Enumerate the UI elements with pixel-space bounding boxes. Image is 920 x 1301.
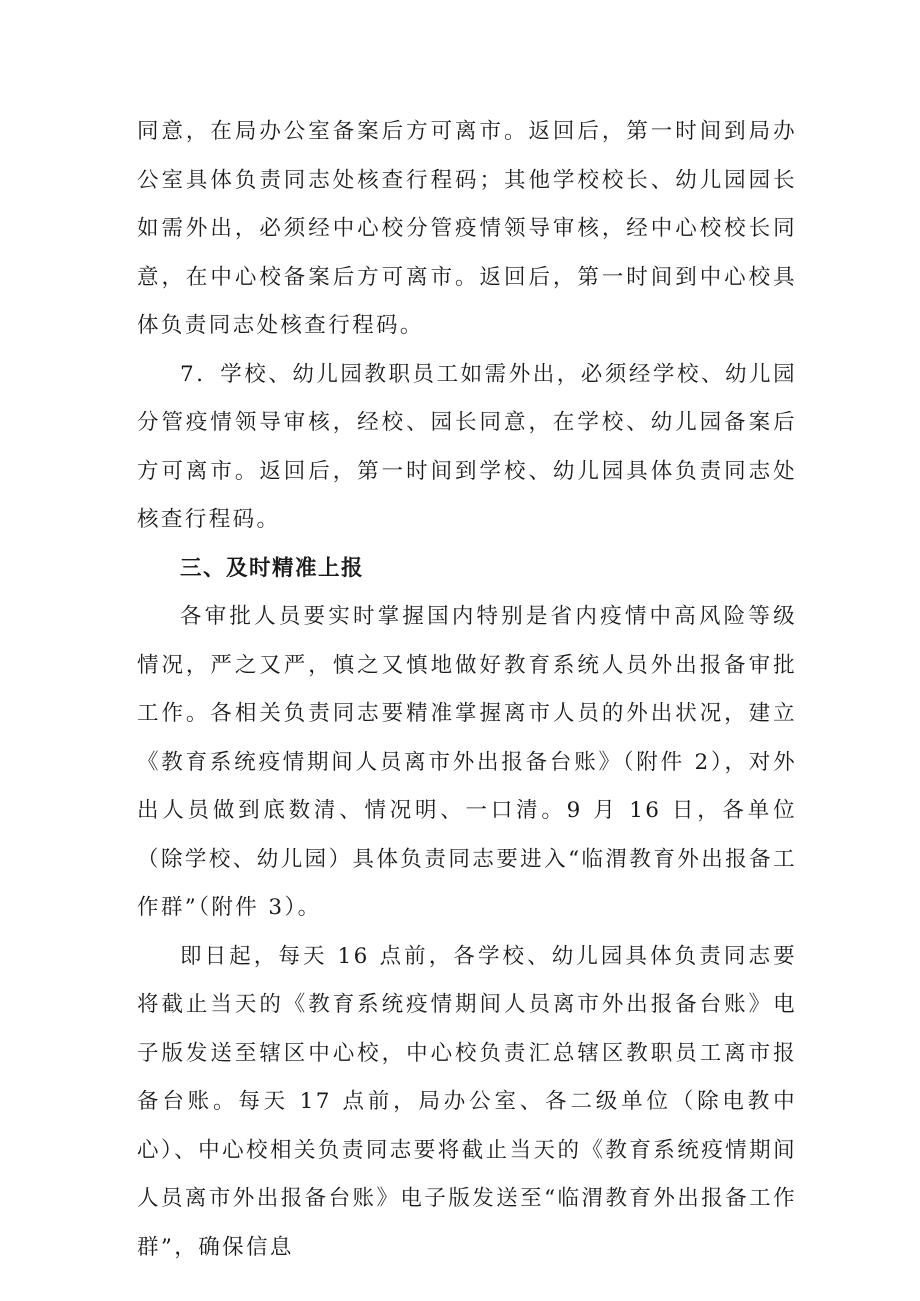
document-body [137, 108, 797, 1272]
paragraph-report: 各审批人员要实时掌握国内特别是省内疫情中高风险等级情况，严之又严，慎之又慎地做好教育系统人员外出报备审批工作。各相关负责同志要精准掌握离市人员的外出状况，建立《教育系统疫情期间人员离市外出报备台账》（附件 2），对外出人员做到底数清、情况明、一口清。9 月 16 日，各单位（除学校、幼儿园）具体负责同志要进入“临渭教育外出报备工作群”（附件 3）。 [137, 604, 797, 920]
paragraph-item-7: 7．学校、幼儿园教职员工如需外出，必须经学校、幼儿园分管疫情领导审核，经校、园长同意，在学校、幼儿园备案后方可离市。返回后，第一时间到学校、幼儿园具体负责同志处核查行程码。 [137, 361, 797, 532]
section-heading: 三、及时精准上报 [180, 555, 365, 581]
paragraph-continued: 同意，在局办公室备案后方可离市。返回后，第一时间到局办公室具体负责同志处核查行程码；其他学校校长、幼儿园园长如需外出，必须经中心校分管疫情领导审核，经中心校校长同意，在中心校备案后方可离市。返回后，第一时间到中心校具体负责同志处核查行程码。 [137, 119, 797, 338]
paragraph-daily: 即日起，每天 16 点前，各学校、幼儿园具体负责同志要将截止当天的《教育系统疫情期间人员离市外出报备台账》电子版发送至辖区中心校，中心校负责汇总辖区教职员工离市报备台账。每天 17 点前，局办公室、各二级单位（除电教中心）、中心校相关负责同志要将截止当天的《教育系统疫情期间人员离市外出报备台账》电子版发送至“临渭教育外出报备工作群”，确保信息 [137, 943, 797, 1260]
